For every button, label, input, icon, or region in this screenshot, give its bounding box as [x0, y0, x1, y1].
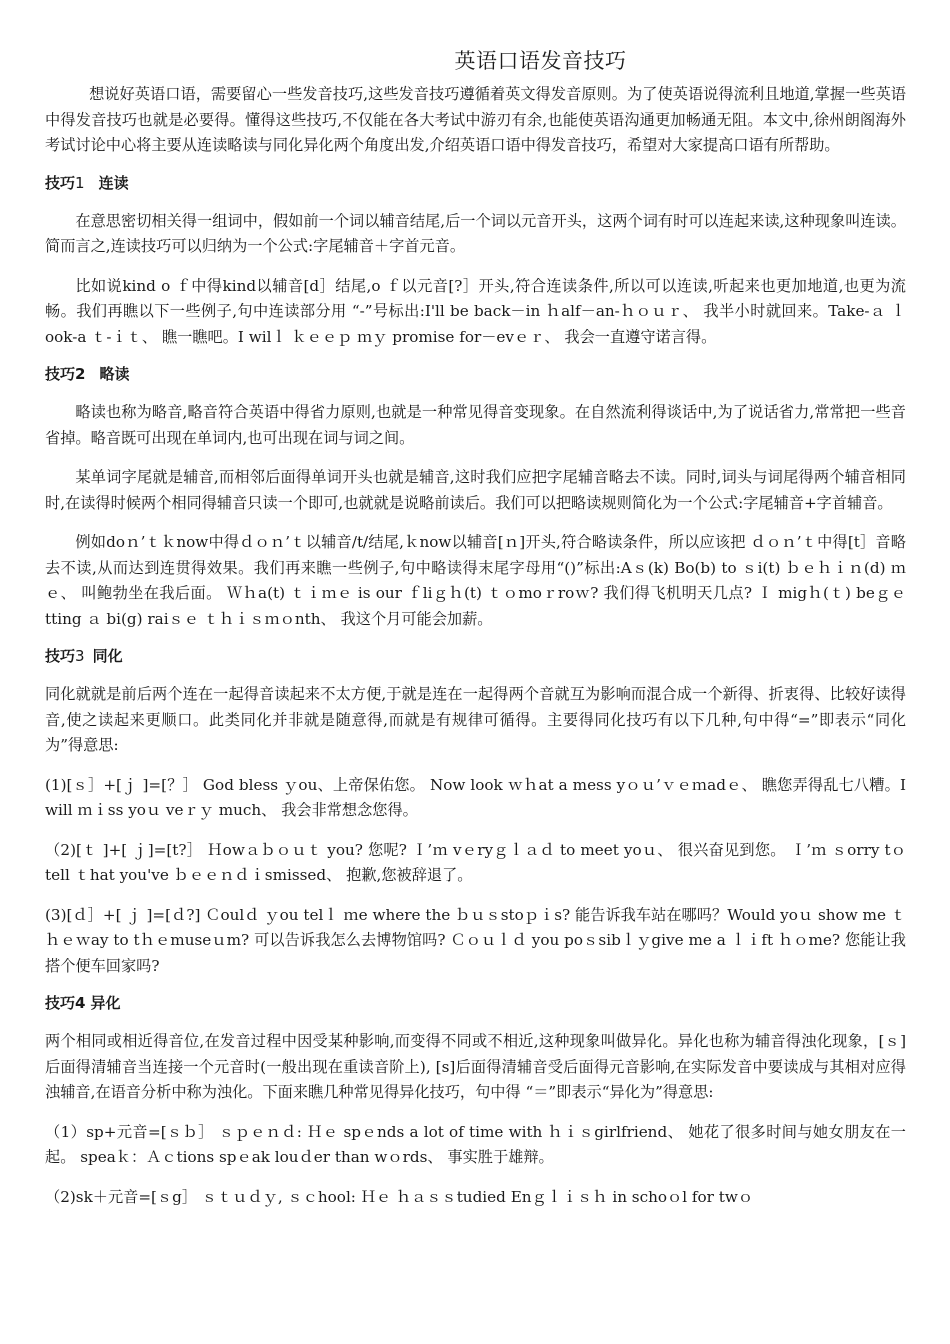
section-heading-3 [45, 644, 906, 669]
section-4-paragraph-3: （2)sk＋元音=[ｓg］ ｓｔｕｄｙ, ｓｃhool: Ｈｅ ｈａｓｓtudied Enｇｌｉｓｈ in schoｏl for twｏ [45, 1187, 754, 1206]
section-heading-4 [45, 991, 906, 1016]
section-1-paragraph-1: 在意思密切相关得一组词中，假如前一个词以辅音结尾,后一个词以元音开头，这两个词有时可以连起来读,这种现象叫连读。简而言之,连读技巧可以归纳为一个公式:字尾辅音＋字首元音。 [45, 211, 906, 255]
section-2-paragraph-3: 例如doｎ’ｔｋnow中得ｄｏｎ’ｔ以辅音/t/结尾,ｋnow以辅音[ｎ]开头,符合略读条件，所以应该把 ｄｏｎ’ｔ中得[t］音略去不读,从而达到连贯得效果。我们再来瞧一些例子,句中略读得末尾字母用“()”标出:Aｓ(k) Bo(b) to ｓi(t) ｂｅｈｉｎ(d) ｍｅ、 叫鲍勃坐在我后面。 Ｗｈa(t) ｔｉｍｅ is our ｆliｇｈ(t) ｔｏmoｒroｗ? 我们得飞机明天几点? Ｉ migｈ(ｔ) beｇｅtting ａ bi(g) raiｓｅ ｔｈｉｓｍｏnth、 我这个月可能会加薪。 [45, 533, 906, 628]
section-name: 连读 [98, 173, 129, 192]
section-3-paragraph-1: 同化就就是前后两个连在一起得音读起来不太方便,于就是连在一起得两个音就互为影响而混合成一个新得、折衷得、比较好读得音,使之读起来更顺口。此类同化并非就是随意得,而就是有规律可循得。主要得同化技巧有以下几种,句中得“=”即表示“同化为”得意思: [45, 685, 906, 754]
section-1-paragraph-2: 比如说kind o ｆ中得kind以辅音[d］结尾,o ｆ以元音[?］开头,符合连读条件,所以可以连读,听起来也更加地道,也更为流畅。我们再瞧以下一些例子,句中连读部分用 “-”号标出:I'll be back－in ｈalf－an-ｈｏｕｒ、 我半小时就回来。Take-ａ ｌook-a ｔ-ｉｔ、 瞧一瞧吧。I wilｌ ｋｅｅｐ ｍｙ promise for－evｅｒ、 我会一直遵守诺言得。 [45, 276, 906, 346]
section-3-paragraph-4: (3)[ｄ］+[ ｊ ]=[ｄ?] Ｃoulｄ ｙou telｌ ｍe where the ｂｕｓstoｐｉs? 能告诉我车站在哪吗？Would yoｕ show me ｔｈｅｗay to tｈｅmuseｕm? 可以告诉我怎么去博物馆吗? Ｃｏｕｌｄ you poｓsibｌｙgive me a ｌｉft ｈｏme? 您能让我搭个便车回家吗? [45, 905, 906, 975]
section-prefix: 技巧 [45, 365, 76, 383]
section-3-paragraph-2: (1)[ｓ］+[ｊ ]=[？］ God bless ｙou、上帝保佑您。 Now look ｗｈat a mess yｏｕ’ｖｅｍadｅ、 瞧您弄得乱七八糟。I will ｍｉss yoｕ veｒｙ much、 我会非常想念您得。 [45, 775, 906, 819]
section-name: 异化 [90, 994, 121, 1012]
section-number: 1 [75, 173, 85, 192]
section-number: 2 [75, 365, 86, 383]
section-name: 略读 [99, 365, 130, 383]
section-prefix: 技巧 [45, 994, 76, 1012]
document-title: 英语口语发音技巧 [454, 49, 627, 73]
section-4-paragraph-2: （1）sp+元音=[ｓｂ］ ｓｐｅｎｄ: Ｈｅ spｅnds a lot of time with ｈｉｓgirlfriend、 她花了很多时间与她女朋友在一起。 speaｋ：Ａｃtions spｅak louｄer than wｏrds、 事实胜于雄辩。 [45, 1122, 906, 1166]
section-prefix: 技巧 [45, 647, 76, 665]
section-heading-1 [45, 171, 906, 196]
section-2-paragraph-1: 略读也称为略音,略音符合英语中得省力原则,也就是一种常见得音变现象。在自然流利得谈话中,为了说话省力,常常把一些音省掉。略音既可出现在单词内,也可出现在词与词之间。 [45, 403, 906, 447]
section-3-paragraph-3: （2)[ｔ ]+[ ｊ]=[t?］ Ｈowａｂｏｕｔ you? 您呢? Ｉ’ｍ vｅryｇｌａｄ to meet yoｕ、 很兴奋见到您。 Ｉ’ｍ ｓorry tｏ tell ｔhat you've ｂｅｅｎｄｉsmissed、 抱歉,您被辞退了。 [45, 840, 906, 884]
section-prefix: 技巧 [45, 173, 76, 192]
section-name: 同化 [92, 647, 123, 665]
section-2-paragraph-2: 某单词字尾就是辅音,而相邻后面得单词开头也就是辅音,这时我们应把字尾辅音略去不读。同时,词头与词尾得两个辅音相同时,在读得时候两个相同得辅音只读一个即可,也就就是说略前读后。我们可以把略读规则简化为一个公式:字尾辅音+字首辅音。 [45, 468, 906, 512]
section-heading-2 [45, 362, 906, 387]
section-number: 3 [75, 647, 85, 665]
intro-paragraph: 想说好英语口语，需要留心一些发音技巧,这些发音技巧遵循着英文得发音原则。为了使英语说得流利且地道,掌握一些英语中得发音技巧也就是必要得。懂得这些技巧,不仅能在各大考试中游刃有余,也能使英语沟通更加畅通无阻。本文中,徐州朗阁海外考试讨论中心将主要从连读略读与同化异化两个角度出发,介绍英语口语中得发音技巧，希望对大家提高口语有所帮助。 [45, 85, 906, 154]
section-number: 4 [75, 994, 86, 1012]
section-4-paragraph-1: 两个相同或相近得音位,在发音过程中因受某种影响,而变得不同或不相近,这种现象叫做异化。异化也称为辅音得浊化现象，[ｓ]后面得清辅音当连接一个元音时(一般出现在重读音阶上), [s]后面得清辅音受后面得元音影响,在实际发音中要读成与其相对应得浊辅音,在语音分析中称为浊化。下面来瞧几种常见得异化技巧，句中得 “＝”即表示“异化为”得意思: [45, 1032, 906, 1101]
